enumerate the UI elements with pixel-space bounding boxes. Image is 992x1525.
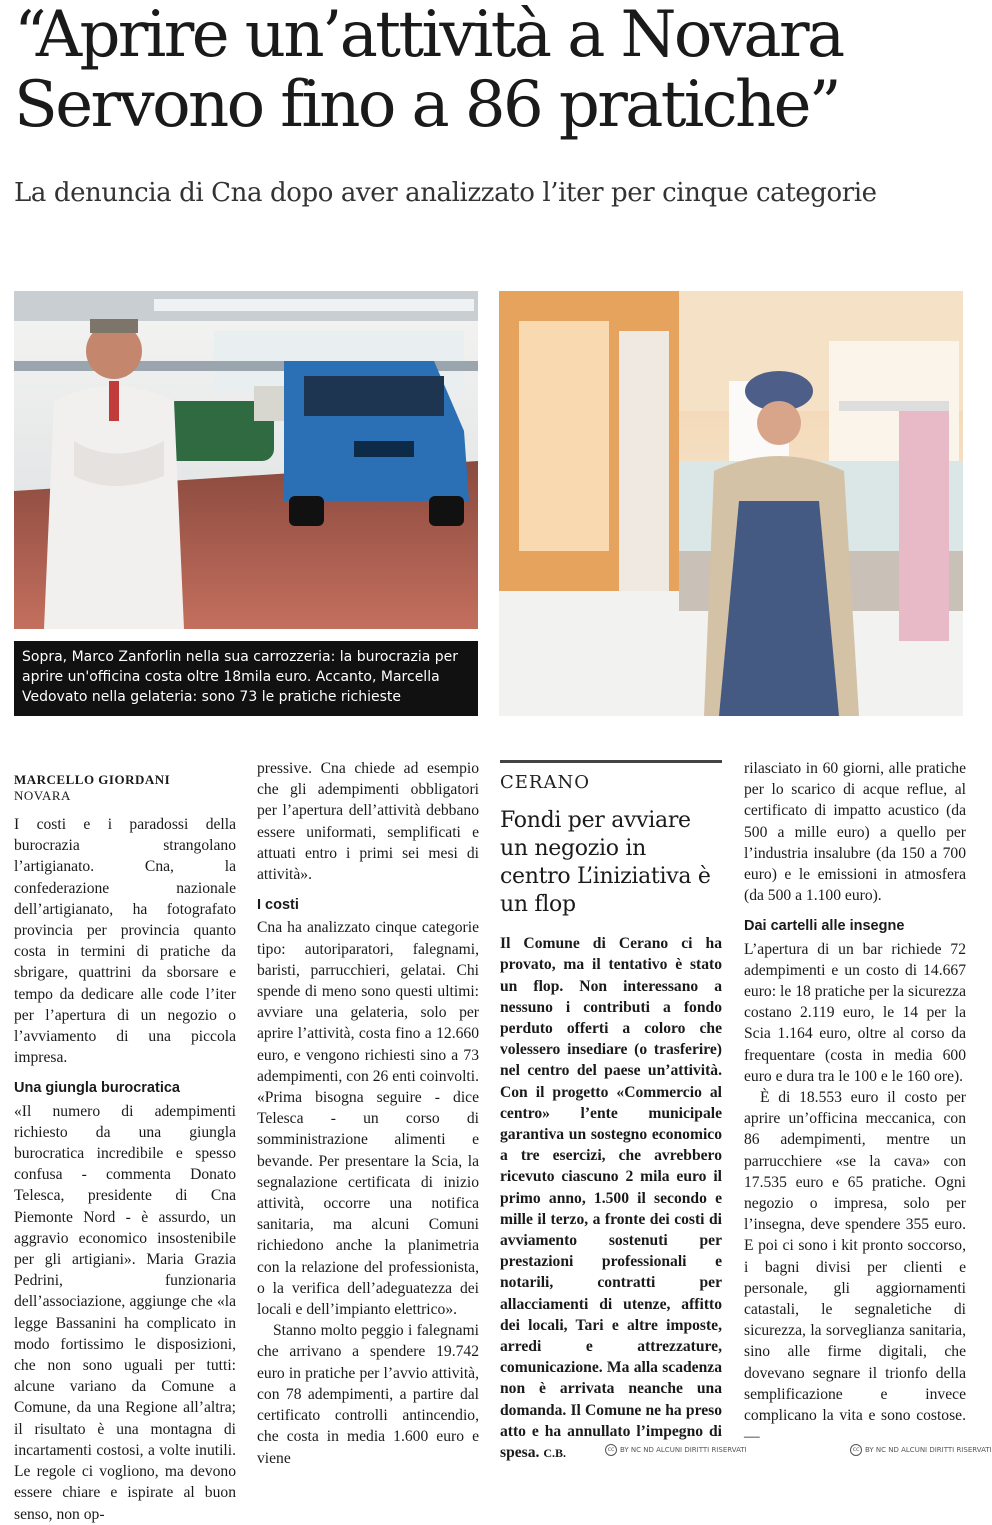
section-heading: Una giungla burocratica (14, 1080, 180, 1097)
photo-caption: Sopra, Marco Zanforlin nella sua carrozzeria: la burocrazia per aprire un'officina costa oltre 18mila euro. Accanto, Marcella Vedovato nella gelateria: sono 73 le pratiche richieste (14, 641, 478, 716)
license-text: BY NC ND ALCUNI DIRITTI RISERVATI (620, 1446, 747, 1454)
article-column-2 (257, 758, 479, 1469)
sidebar-title: Fondi per avviare un negozio in centro L’iniziativa è un flop (500, 808, 711, 918)
license-mark-1 (605, 1444, 747, 1456)
headline-line-2: Servono fino a 86 pratiche” (14, 68, 839, 142)
section-heading: Dai cartelli alle insegne (744, 918, 905, 935)
sidebar-body-text: Il Comune di Cerano ci ha provato, ma il tentativo è stato un flop. Non interessano a nessuno i contributi a fondo perduto offerti a coloro che volessero insediare (o trasferire) nel centro del paese un’attività. Con il progetto «Commercio al centro» l’ente municipale garantiva un sostegno economico a tre esercizi, che avrebbero ricevuto ciascuno 2 mila euro il primo anno, 1.500 il secondo e mille il terzo, a fronte dei costi di avviamento sostenuti per prestazioni professionali e notarili, contratti per allacciamenti di utenze, affitto dei locali, Tari e altre imposte, arredi e attrezzature, comunicazione. Ma alla scadenza non è arrivata neanche una domanda. Il Comune ne ha preso atto e ha annullato l’impegno di spesa. (500, 935, 722, 1462)
paragraph: Stanno molto peggio i falegnami che arrivano a spendere 19.742 euro in pratiche per l’avvio attività, con 78 adempimenti, a partire dal certificato controlli antincendio, che costa in media 1.600 euro e viene (257, 1322, 479, 1467)
sidebar-box (500, 772, 722, 1464)
article-column-4 (744, 758, 966, 1448)
article-column-1 (14, 772, 236, 1525)
license-text: BY NC ND ALCUNI DIRITTI RISERVATI (865, 1446, 992, 1454)
workshop-photo (14, 291, 478, 629)
paragraph: I costi e i paradossi della burocrazia strangolano l’artigianato. Cna, la confederazione nazionale dell’artigianato, ha fotografato provincia per provincia quanto costa in termini di pratiche da sbrigare, quattrini da sborsare e tempo da dedicare alle code l’iter per l’apertura di un negozio o l’avviamento di una piccola impresa. (14, 816, 236, 1067)
cc-icon: cc (605, 1444, 617, 1456)
paragraph: «Il numero di adempimenti richiesto da una giungla burocratica incredibile e spesso confusa - commenta Donato Telesca, presidente di Cna Piemonte Nord - è assurdo, un aggravio economico insostenibile per gli artigiani». Maria Grazia Pedrini, funzionaria dell’associazione, aggiunge che «la legge Bassanini ha complicato in modo fortissimo le disposizioni, che non sono uguali per tutti: alcune variano da Comune a Comune, da una Regione all’altra; il risultato è una montagna di incartamenti costosi, a volte inutili. Le regole ci vogliono, ma devono essere chiare e ispirate al buon senso, non op- (14, 1102, 236, 1523)
section-heading: I costi (257, 897, 299, 914)
paragraph: pressive. Cna chiede ad esempio che gli adempimenti obbligatori per l’apertura dell’attività debbano essere uniformati, semplificati e attuati entro i primi sei mesi di attività». (257, 760, 479, 884)
subheadline: La denuncia di Cna dopo aver analizzato l’iter per cinque categorie (14, 178, 877, 208)
sidebar-body (500, 933, 722, 1464)
paragraph: Cna ha analizzato cinque categorie tipo: autoriparatori, falegnami, baristi, parrucchieri, gelatai. Chi spende di meno sono questi ultimi: avviare una gelateria, solo per aprire l’attività, costa fino a 12.660 euro, e vengono richiesti sino a 73 adempimenti, con 26 enti coinvolti. «Prima bisogna seguire - dice Telesca - un corso di somministrazione alimenti e bevande. Per presentare la Scia, la segnalazione certificata di inizio attività, occorre una notifica sanitaria, ma alcuni Comuni richiedono anche la planimetria con la relazione del professionista, o la verifica dell’adeguatezza dei locali e dell’impianto elettrico». (257, 919, 479, 1319)
headline (14, 0, 964, 140)
paragraph: rilasciato in 60 giorni, alle pratiche per lo scarico di acque reflue, al certificato di impatto acustico (da 500 a mille euro) a quello per l’industria insalubre (da 150 a 700 euro) e le emissioni in atmosfera (da 500 a 1.100 euro). (744, 760, 966, 905)
sidebar-signature: C.B. (543, 1446, 567, 1461)
dateline: NOVARA (14, 788, 71, 803)
sidebar-tag: CERANO (500, 772, 590, 793)
paragraph: L’apertura di un bar richiede 72 adempimenti e un costo di 14.667 euro: le 18 pratiche per la sicurezza costano 2.119 euro, le 14 per la Scia 1.164 euro, oltre al corso da frequentare (costa in media 600 euro e dura tra le 100 e le 160 ore). (744, 940, 966, 1085)
cc-icon: cc (850, 1444, 862, 1456)
headline-line-1: “Aprire un’attività a Novara (14, 0, 843, 72)
license-mark-2 (850, 1444, 992, 1456)
gelateria-photo (499, 291, 963, 716)
author: MARCELLO GIORDANI (14, 772, 171, 787)
sidebar-top-rule (500, 760, 722, 763)
paragraph: È di 18.553 euro il costo per aprire un’officina meccanica, con 86 adempimenti, mentre un parrucchiere «se la cava» con 17.535 euro e 65 pratiche. Ogni negozio o impresa, solo per l’insegna, deve spendere 355 euro. E poi ci sono i kit pronto soccorso, i bagni divisi per clienti e personale, gli aggiornamenti catastali, le segnaletiche di sicurezza, la sorveglianza sanitaria, sino alle firme digitali, che dovevano segnare il trionfo della semplificazione e invece complicano la vita e sono costose. — (744, 1089, 966, 1446)
